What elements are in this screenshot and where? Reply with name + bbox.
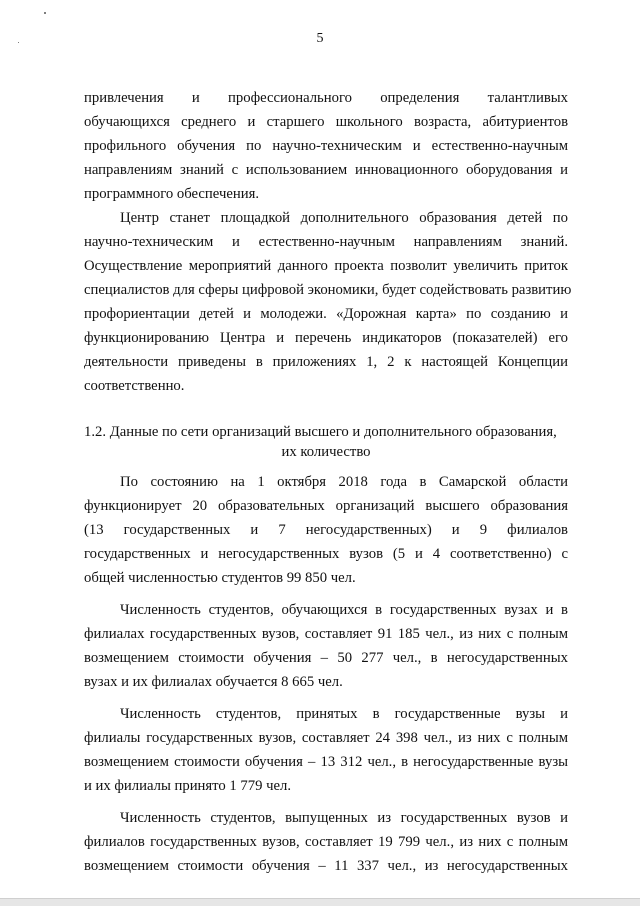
spacer	[84, 694, 568, 702]
document-body	[84, 86, 572, 878]
text-line: возмещением стоимости обучения – 50 277 чел., в негосударственных	[84, 650, 568, 666]
text-line: филиалах государственных вузов, составляет 91 185 чел., из них с полным	[84, 626, 568, 642]
spacer	[84, 462, 568, 470]
text-line: филиалов государственных вузов, составляет 19 799 чел., из них с полным	[84, 834, 568, 850]
text-line: соответственно.	[84, 378, 185, 394]
text-line: Численность студентов, обучающихся в государственных вузах и в	[120, 602, 568, 618]
text-line: программного обеспечения.	[84, 186, 259, 202]
text-line: государственных и негосударственных вузов (5 и 4 соответственно) с	[84, 546, 568, 562]
text-line: филиалы государственных вузов, составляет 24 398 чел., из них с полным	[84, 730, 568, 746]
section-heading	[84, 422, 568, 462]
text-line: направлениям знаний с использованием инновационного оборудования и	[84, 162, 568, 178]
paragraph	[84, 702, 568, 798]
text-line: деятельности приведены в приложениях 1, 2 к настоящей Концепции	[84, 354, 568, 370]
text-line: общей численностью студентов 99 850 чел.	[84, 570, 356, 586]
paragraph	[84, 206, 572, 398]
text-line: возмещением стоимости обучения – 11 337 чел., из негосударственных	[84, 858, 568, 874]
spacer	[84, 798, 568, 806]
text-line: привлечения и профессионального определения талантливых	[84, 90, 568, 106]
text-line: возмещением стоимости обучения – 13 312 чел., в негосударственные вузы	[84, 754, 568, 770]
spacer	[84, 398, 568, 422]
paragraph	[84, 598, 568, 694]
scan-speck	[44, 12, 46, 14]
page-number: 5	[316, 31, 324, 46]
paragraph	[84, 86, 568, 206]
spacer	[84, 590, 568, 598]
text-line: профориентации детей и молодежи. «Дорожная карта» по созданию и	[84, 306, 568, 322]
text-line: Осуществление мероприятий данного проекта позволит увеличить приток	[84, 258, 568, 274]
text-line: Центр станет площадкой дополнительного образования детей по	[120, 210, 568, 226]
text-line: (13 государственных и 7 негосударственных) и 9 филиалов	[84, 522, 568, 538]
text-line: функционирует 20 образовательных организаций высшего образования	[84, 498, 568, 514]
text-line: обучающихся среднего и старшего школьного возраста, абитуриентов	[84, 114, 568, 130]
section-heading-line: 1.2. Данные по сети организаций высшего и дополнительного образования,	[84, 424, 557, 440]
paragraph	[84, 806, 568, 878]
text-line: профильного обучения по научно-техническим и естественно-научным	[84, 138, 568, 154]
text-line: Численность студентов, выпущенных из государственных вузов и	[120, 810, 568, 826]
text-line: Численность студентов, принятых в государственные вузы и	[120, 706, 568, 722]
text-line: и их филиалы принято 1 779 чел.	[84, 778, 292, 794]
paragraph	[84, 470, 568, 590]
text-line: специалистов для сферы цифровой экономики, будет содействовать развитию	[84, 282, 572, 298]
section-heading-line: их количество	[281, 444, 371, 460]
text-line: функционированию Центра и перечень индикаторов (показателей) его	[84, 330, 568, 346]
text-line: По состоянию на 1 октября 2018 года в Самарской области	[120, 474, 568, 490]
text-line: научно-техническим и естественно-научным направлениям знаний.	[84, 234, 568, 250]
text-line: вузах и их филиалах обучается 8 665 чел.	[84, 674, 343, 690]
